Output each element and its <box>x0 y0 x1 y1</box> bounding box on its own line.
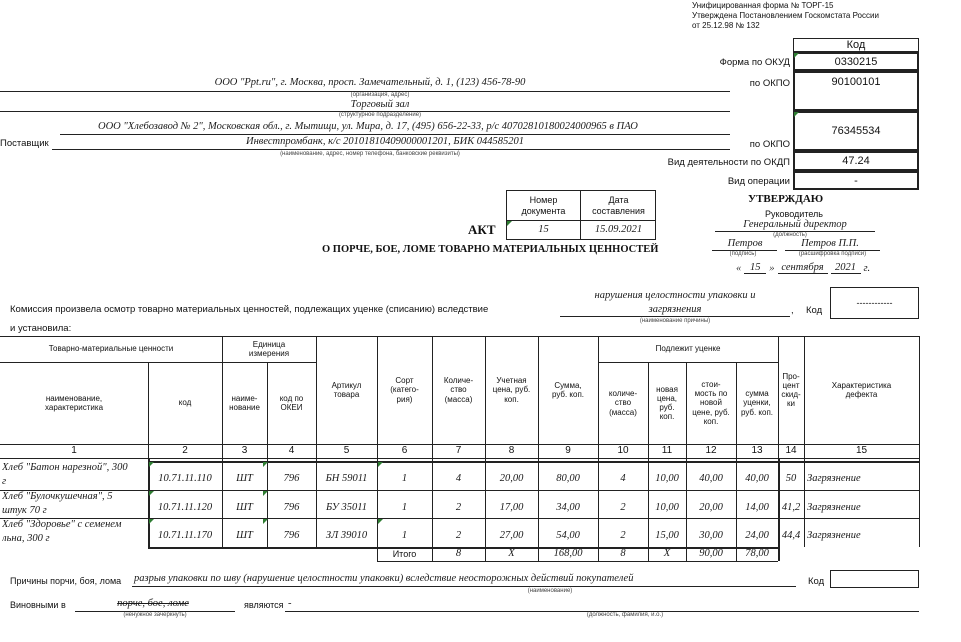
goods-table <box>0 336 919 564</box>
th-md-sum: сумма уценки, руб. коп. <box>740 389 774 417</box>
row-price[interactable]: 20,00 <box>499 473 524 485</box>
form-header <box>692 1 879 31</box>
operation-value[interactable]: - <box>793 171 919 190</box>
year-suffix: г. <box>863 263 871 274</box>
grid-line <box>686 547 687 561</box>
grid-line <box>736 547 737 561</box>
grid-line <box>598 336 599 444</box>
row-unit[interactable]: ШТ <box>236 501 253 513</box>
grid-line <box>736 444 737 458</box>
grid-line <box>538 444 539 458</box>
column-number: 3 <box>241 445 248 457</box>
doc-date-header: Дата составления <box>592 195 645 216</box>
row-md-sum[interactable]: 24,00 <box>745 530 769 542</box>
grid-line <box>485 458 486 547</box>
column-number: 12 <box>705 445 717 457</box>
grid-line <box>538 336 539 444</box>
th-sum: Сумма, руб. коп. <box>551 380 585 399</box>
grid-line <box>267 362 268 444</box>
marker <box>263 462 268 467</box>
grid-line <box>377 458 378 547</box>
approve-signature[interactable]: Петров <box>727 238 763 249</box>
row-qty[interactable]: 4 <box>455 473 462 485</box>
column-number: 2 <box>182 445 188 457</box>
th-unit-name: наиме-нование <box>229 393 260 412</box>
codes-header-kod: Код <box>793 38 919 52</box>
grid-line <box>598 362 778 363</box>
grid-line <box>648 444 649 458</box>
commission-kod-value[interactable]: ------------ <box>830 287 919 319</box>
row-name-line2[interactable]: штук 70 г <box>2 505 47 516</box>
row-code[interactable]: 10.71.11.120 <box>157 501 213 513</box>
grid-line <box>919 336 920 547</box>
grid-line <box>598 458 599 547</box>
row-unit[interactable]: ШТ <box>236 473 253 485</box>
grid-line <box>377 444 378 458</box>
reason-underline <box>560 316 790 317</box>
row-sort[interactable]: 1 <box>401 473 408 485</box>
approve-date <box>736 262 896 274</box>
row-code[interactable]: 10.71.11.170 <box>157 530 213 542</box>
operation-label: Вид операции <box>727 176 790 187</box>
row-sort[interactable]: 1 <box>401 530 408 542</box>
marker <box>149 462 154 467</box>
grid-line <box>648 547 649 561</box>
row-defect[interactable]: Загрязнение <box>807 501 861 513</box>
column-number: 11 <box>661 445 673 457</box>
grid-line <box>377 547 378 561</box>
total-md-qty: 8 <box>620 547 626 559</box>
row-code[interactable]: 10.71.11.110 <box>158 473 212 485</box>
grid-line <box>316 458 317 547</box>
row-percent[interactable]: 44,4 <box>781 530 801 542</box>
row-md-price[interactable]: 15,00 <box>655 530 679 542</box>
th-unit: Единица измерения <box>248 339 290 358</box>
grid-line <box>0 490 919 491</box>
guilty-value[interactable]: порче, бое, ломе <box>117 598 189 609</box>
grid-line <box>598 444 599 458</box>
are-value[interactable]: - <box>288 598 292 609</box>
organization-caption: (организация, адрес) <box>350 92 410 98</box>
row-md-cost[interactable]: 30,00 <box>699 530 723 542</box>
row-price[interactable]: 17,00 <box>499 501 524 513</box>
okdp-label: Вид деятельности по ОКДП <box>667 157 790 168</box>
grid-line <box>148 362 149 444</box>
grid-line <box>648 458 649 547</box>
doc-date-value[interactable]: 15.09.2021 <box>594 224 643 236</box>
form-header-line1: Унифицированная форма № ТОРГ-15 <box>692 1 834 10</box>
okdp-value[interactable]: 47.24 <box>793 151 919 171</box>
grid-line <box>686 362 687 444</box>
grid-line <box>267 458 268 547</box>
row-md-cost[interactable]: 40,00 <box>699 473 723 485</box>
column-number: 6 <box>401 445 408 457</box>
th-article: Артикул товара <box>331 380 362 399</box>
row-md-price[interactable]: 10,00 <box>655 501 679 513</box>
row-qty[interactable]: 2 <box>455 501 462 513</box>
form-header-line3: от 25.12.98 № 132 <box>692 21 760 30</box>
grid-line <box>0 336 919 337</box>
row-article[interactable]: БН 59011 <box>325 473 368 485</box>
marker <box>507 221 512 226</box>
total-label: Итого <box>392 548 417 559</box>
grid-line <box>485 547 486 561</box>
column-number: 10 <box>617 445 629 457</box>
grid-line <box>432 444 433 458</box>
okpo-value[interactable]: 90100101 <box>793 71 919 111</box>
division-caption: (структурное подразделение) <box>338 112 422 118</box>
reason-comma: , <box>791 305 794 316</box>
division-value[interactable]: Торговый зал <box>350 99 410 110</box>
row-okei[interactable]: 796 <box>283 530 300 542</box>
approve-day[interactable]: 15 <box>744 262 766 274</box>
row-name-line1[interactable]: Хлеб "Здоровье" с семенем <box>2 519 122 530</box>
column-number: 1 <box>71 445 77 457</box>
okud-label: Форма по ОКУД <box>719 57 790 68</box>
approve-decode[interactable]: Петров П.П. <box>801 238 859 249</box>
grid-line <box>377 336 378 444</box>
grid-line <box>804 444 805 458</box>
grid-line <box>0 458 919 459</box>
marker <box>149 519 154 524</box>
row-percent[interactable]: 50 <box>785 473 797 485</box>
column-number: 15 <box>855 445 868 457</box>
row-sum[interactable]: 54,00 <box>556 530 580 542</box>
grid-line <box>432 336 433 444</box>
organization-value[interactable]: ООО "Ppt.ru", г. Москва, просп. Замечательный, д. 1, (123) 456-78-90 <box>214 77 526 88</box>
grid-line <box>778 458 780 547</box>
grid-line <box>222 458 223 547</box>
th-price: Учетная цена, руб. коп. <box>492 376 531 404</box>
commission-kod-label: Код <box>806 305 823 316</box>
th-md-cost: стои-мость по новой цене, руб. коп. <box>692 380 730 426</box>
grid-line <box>686 444 687 458</box>
doc-number-header: Номер документа <box>521 195 566 216</box>
total-price: Х <box>508 547 515 559</box>
supplier-line2[interactable]: Инвестпромбанк, к/с 20101810409000001201, БИК 044585201 <box>246 136 525 147</box>
doc-number-value[interactable]: 15 <box>538 224 549 236</box>
th-percent: Про-цент скид-ки <box>781 371 801 409</box>
row-price[interactable]: 27,00 <box>499 530 524 542</box>
grid-line <box>222 336 223 444</box>
total-sum: 168,00 <box>553 547 583 559</box>
approve-position[interactable]: Генеральный директор <box>743 219 847 230</box>
row-md-qty[interactable]: 2 <box>620 501 626 513</box>
th-md-price: новая цена, руб. коп. <box>656 384 678 422</box>
okpo2-label: по ОКПО <box>749 139 790 150</box>
column-number: 9 <box>565 445 571 457</box>
grid-line <box>538 458 539 547</box>
marker <box>149 491 154 496</box>
grid-line <box>432 547 433 561</box>
row-unit[interactable]: ШТ <box>236 530 253 542</box>
grid-line <box>778 444 779 458</box>
grid-line <box>148 444 149 458</box>
row-md-cost[interactable]: 20,00 <box>699 501 723 513</box>
grid-line <box>598 547 599 561</box>
commission-text2: и установила: <box>10 323 72 334</box>
row-article[interactable]: ЗЛ 39010 <box>325 530 368 542</box>
supplier-line1[interactable]: ООО "Хлебозавод № 2", Московская обл., г. Мытищи, ул. Мира, д. 17, (495) 656-22-33, р/с 40702810180024000965 в ПАО <box>98 121 638 132</box>
grid-line <box>316 336 317 444</box>
supplier-underline1 <box>60 134 730 135</box>
commission-text1: Комиссия произвела осмотр товарно материальных ценностей, подлежащих уценке (списанию) вследствие <box>10 304 489 315</box>
th-md-qty: количе-ство (масса) <box>608 389 638 417</box>
total-qty: 8 <box>455 547 462 559</box>
column-number: 13 <box>751 445 763 457</box>
row-percent[interactable]: 41,2 <box>781 501 801 513</box>
row-sort[interactable]: 1 <box>401 501 408 513</box>
marker <box>378 519 383 524</box>
row-defect[interactable]: Загрязнение <box>807 473 861 485</box>
column-number: 5 <box>343 445 350 457</box>
grid-line <box>377 561 778 562</box>
row-md-sum[interactable]: 14,00 <box>745 501 769 513</box>
row-okei[interactable]: 796 <box>283 473 300 485</box>
th-name: наименование, характеристика <box>44 393 104 412</box>
grid-line <box>148 458 150 547</box>
grid-line <box>267 444 268 458</box>
marker <box>794 112 799 117</box>
row-defect[interactable]: Загрязнение <box>807 530 861 542</box>
grid-line <box>778 547 780 561</box>
grid-line <box>648 362 649 444</box>
act-title: АКТ <box>468 222 496 237</box>
quote-close: » <box>769 263 775 274</box>
th-qty: Количе-ство (масса) <box>443 376 474 404</box>
form-header-line2: Утверждена Постановлением Госкомстата России <box>692 11 879 20</box>
act-subtitle: О ПОРЧЕ, БОЕ, ЛОМЕ ТОВАРНО МАТЕРИАЛЬНЫХ ЦЕННОСТЕЙ <box>322 244 659 255</box>
supplier-caption: (наименование, адрес, номер телефона, банковские реквизиты) <box>280 151 460 157</box>
th-code: код <box>178 398 192 408</box>
footer-kod-label: Код <box>808 576 825 587</box>
approve-position-caption: (должность) <box>773 232 807 238</box>
grid-line <box>804 336 805 444</box>
column-number: 4 <box>288 445 295 457</box>
grid-line <box>736 458 737 547</box>
grid-line <box>0 362 316 363</box>
grid-line <box>0 444 919 445</box>
are-label: являются <box>244 600 284 610</box>
row-okei[interactable]: 796 <box>283 501 300 513</box>
th-markdown: Подлежит уценке <box>655 344 721 354</box>
total-md-sum: 78,00 <box>745 547 769 559</box>
grid-line <box>316 444 317 458</box>
th-sort: Сорт (катего-рия) <box>390 376 419 404</box>
row-md-sum[interactable]: 40,00 <box>745 473 769 485</box>
row-name-line1[interactable]: Хлеб "Батон нарезной", 300 <box>2 462 128 473</box>
th-unit-okei: код по ОКЕИ <box>279 393 304 412</box>
cause-caption: (наименование) <box>527 588 573 594</box>
approve-month[interactable]: сентября <box>778 262 828 274</box>
marker <box>263 491 268 496</box>
row-name-line1[interactable]: Хлеб "Булочкушечная", 5 <box>2 491 113 502</box>
grid-line <box>222 444 223 458</box>
approve-head-label: Руководитель <box>765 209 823 219</box>
total-md-price: Х <box>663 547 671 559</box>
grid-line <box>485 444 486 458</box>
okud-value[interactable]: 0330215 <box>793 52 919 71</box>
column-number: 7 <box>455 445 462 457</box>
approve-title: УТВЕРЖДАЮ <box>748 193 824 205</box>
grid-line <box>804 458 805 547</box>
row-article[interactable]: БУ 35011 <box>326 501 367 513</box>
okpo-label: по ОКПО <box>749 78 790 89</box>
grid-line <box>432 458 433 547</box>
row-name-line2[interactable]: льна, 300 г <box>2 533 50 544</box>
supplier-underline2 <box>52 149 730 150</box>
grid-line <box>148 547 778 549</box>
footer-kod-value[interactable] <box>830 570 919 588</box>
grid-line <box>736 362 737 444</box>
grid-line <box>778 336 779 444</box>
quote-open: « <box>736 263 742 274</box>
reason-caption: (наименование причины) <box>639 318 711 324</box>
guilty-label: Виновными в <box>10 600 66 610</box>
approve-decode-caption: (расшифровка подписи) <box>798 251 867 257</box>
grid-line <box>538 547 539 561</box>
marker <box>794 53 799 58</box>
row-md-qty[interactable]: 2 <box>620 530 626 542</box>
are-caption: (должность, фамилия, и.о.) <box>586 612 664 618</box>
cause-underline <box>132 586 796 587</box>
row-md-qty[interactable]: 4 <box>620 473 626 485</box>
row-sum[interactable]: 34,00 <box>556 501 580 513</box>
cause-label: Причины порчи, боя, лома <box>10 576 122 586</box>
approve-signature-caption: (подпись) <box>729 251 757 257</box>
grid-line <box>0 518 919 519</box>
row-name-line2[interactable]: г <box>2 476 7 487</box>
okpo2-value[interactable]: 76345534 <box>793 111 919 151</box>
grid-line <box>686 458 687 547</box>
cause-value[interactable]: разрыв упаковки по шву (нарушение целостности упаковки) вследствие неосторожных действий покупателей <box>134 573 634 584</box>
reason-line2[interactable]: загрязнения <box>648 304 702 315</box>
guilty-caption: (ненужное зачеркнуть) <box>123 612 187 618</box>
reason-line1[interactable]: нарушения целостности упаковки и <box>594 290 756 301</box>
row-sum[interactable]: 80,00 <box>556 473 580 485</box>
supplier-label: Поставщик <box>0 138 49 149</box>
th-tmc: Товарно-материальные ценности <box>48 344 174 354</box>
marker <box>263 519 268 524</box>
column-number: 8 <box>508 445 515 457</box>
row-qty[interactable]: 2 <box>455 530 462 542</box>
grid-line <box>485 336 486 444</box>
approve-year[interactable]: 2021 <box>831 262 861 274</box>
row-md-price[interactable]: 10,00 <box>655 473 679 485</box>
marker <box>378 462 383 467</box>
column-number: 14 <box>785 445 797 457</box>
th-defect: Характеристика дефекта <box>831 380 892 399</box>
total-md-cost: 90,00 <box>699 547 723 559</box>
